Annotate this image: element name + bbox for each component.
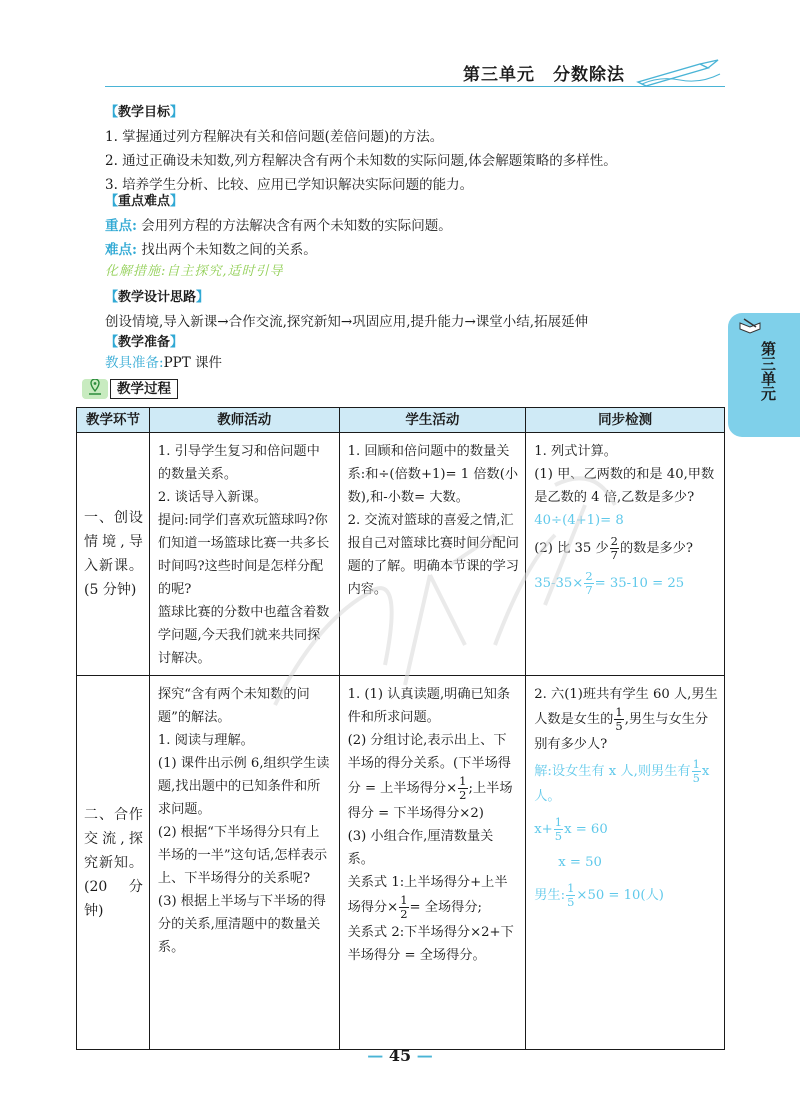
fraction: $\frac{1}{2}$ <box>400 893 408 921</box>
lesson-table <box>76 407 725 1050</box>
col-header-teacher: 教师活动 <box>149 408 339 433</box>
student-line: (2) 分组讨论,表示出上、下半场的得分关系。(下半场得分 = 上半场得分× $\frac{1}{2}$ ;上半场得分 = 下半场得分×2) <box>347 733 513 821</box>
prep-label: 教具准备: <box>105 355 164 371</box>
teacher-line: 篮球比赛的分数中也蕴含着数学问题,今天我们就来共同探讨解决。 <box>157 605 330 666</box>
student-cell <box>339 676 526 1050</box>
process-label <box>82 378 190 400</box>
teacher-line: 1. 阅读与理解。 <box>157 733 254 748</box>
location-pin-icon <box>82 379 108 399</box>
difficulty-text: 找出两个未知数之间的关系。 <box>141 242 317 258</box>
key-points-section <box>105 192 725 282</box>
teacher-cell <box>149 433 339 676</box>
objectives-heading: 【教学目标】 <box>105 105 184 120</box>
objective-item: 3. 培养学生分析、比较、应用已学知识解决实际问题的能力。 <box>105 177 474 193</box>
fraction: $\frac{1}{5}$ <box>692 757 700 785</box>
check-line: (1) 甲、乙两数的和是 40,甲数是乙数的 4 倍,乙数是多少? <box>534 467 715 505</box>
fraction: $\frac{1}{5}$ <box>615 705 623 733</box>
check-answer: 解:设女生有 x 人,则男生有 $\frac{1}{5}$ x 人。 <box>534 757 710 804</box>
page-number: — 45 — <box>367 1046 433 1065</box>
check-answer: x = 50 <box>558 855 602 870</box>
objectives-section <box>105 103 725 195</box>
process-title: 教学过程 <box>110 379 178 399</box>
key-text: 会用列方程的方法解决含有两个未知数的实际问题。 <box>141 218 452 234</box>
teacher-line: 提问:同学们喜欢玩篮球吗?你们知道一场篮球比赛一共多长时间吗?这些时间是怎样分配的呢? <box>157 513 330 597</box>
teacher-line: 1. 引导学生复习和倍问题中的数量关系。 <box>157 444 320 482</box>
student-line: 1. (1) 认真读题,明确已知条件和所求问题。 <box>347 687 511 725</box>
col-header-check: 同步检测 <box>526 408 725 433</box>
design-section <box>105 288 725 332</box>
check-line: (2) 比 35 少 $\frac{2}{7}$ 的数是多少? <box>534 534 693 562</box>
stage-cell: 一、创设情境,导入新课。(5 分钟) <box>77 433 150 676</box>
table-row <box>77 433 725 676</box>
strategy-text: 化解措施:自主探究,适时引导 <box>105 264 284 279</box>
student-line: 1. 回顾和倍问题中的数量关系:和÷(倍数+1)= 1 倍数(小数),和-小数= 大数。 <box>347 444 519 505</box>
pencil-deco-icon <box>630 58 725 88</box>
teacher-line: (2) 根据“下半场得分只有上半场的一半”这句话,怎样表示上、下半场得分的关系呢? <box>157 825 328 886</box>
prep-text: PPT 课件 <box>163 355 223 371</box>
prep-heading: 【教学准备】 <box>105 335 184 350</box>
check-cell <box>526 433 725 676</box>
design-heading: 【教学设计思路】 <box>105 290 210 305</box>
teacher-line: (1) 课件出示例 6,组织学生读题,找出题中的已知条件和所求问题。 <box>157 756 330 817</box>
stage-cell: 二、合作交流,探究新知。(20 分钟) <box>77 676 150 1050</box>
check-line: 1. 列式计算。 <box>534 444 617 459</box>
check-line: 2. 六(1)班共有学生 60 人,男生人数是女生的 $\frac{1}{5}$ ,男生与女生分别有多少人? <box>534 687 718 752</box>
check-answer: 35-35× $\frac{2}{7}$ = 35-10 = 25 <box>534 569 685 597</box>
fraction: $\frac{1}{5}$ <box>567 881 575 909</box>
check-answer: 男生: $\frac{1}{5}$ ×50 = 10(人) <box>534 881 664 909</box>
book-pencil-icon <box>736 315 764 337</box>
key-label: 重点: <box>105 218 137 234</box>
check-answer: x+ $\frac{1}{5}$ x = 60 <box>534 815 608 843</box>
key-points-heading: 【重点难点】 <box>105 194 184 209</box>
unit-title: 第三单元 分数除法 <box>463 65 625 85</box>
table-row <box>77 676 725 1050</box>
key-point-line <box>105 216 725 236</box>
check-answer: 40÷(4+1)= 8 <box>534 513 624 528</box>
page-header <box>105 58 725 88</box>
side-tab-label: 第三单元 <box>759 341 777 401</box>
student-line: 关系式 1:上半场得分+上半场得分× $\frac{1}{2}$ = 全场得分; <box>347 875 508 921</box>
teacher-line: 探究“含有两个未知数的问题”的解法。 <box>157 687 310 725</box>
student-line: (3) 小组合作,厘清数量关系。 <box>347 829 494 867</box>
fraction: $\frac{2}{7}$ <box>610 534 618 562</box>
fraction: $\frac{1}{2}$ <box>459 774 467 802</box>
difficulty-label: 难点: <box>105 242 137 258</box>
student-cell <box>339 433 526 676</box>
difficulty-line <box>105 240 725 260</box>
student-line: 关系式 2:下半场得分×2+下半场得分 = 全场得分。 <box>347 925 514 963</box>
check-cell <box>526 676 725 1050</box>
fraction: $\frac{2}{7}$ <box>585 569 593 597</box>
teacher-cell <box>149 676 339 1050</box>
fraction: $\frac{1}{5}$ <box>554 815 563 843</box>
objective-item: 2. 通过正确设未知数,列方程解决含有两个未知数的实际问题,体会解题策略的多样性。 <box>105 153 617 169</box>
col-header-stage: 教学环节 <box>77 408 150 433</box>
prep-line <box>105 353 725 373</box>
teacher-line: (3) 根据上半场与下半场的得分的关系,厘清题中的数量关系。 <box>157 894 326 955</box>
prep-section <box>105 333 725 373</box>
design-text: 创设情境,导入新课→合作交流,探究新知→巩固应用,提升能力→课堂小结,拓展延伸 <box>105 314 589 330</box>
col-header-student: 学生活动 <box>339 408 526 433</box>
objective-item: 1. 掌握通过列方程解决有关和倍问题(差倍问题)的方法。 <box>105 129 444 145</box>
unit-side-tab <box>728 313 800 437</box>
teacher-line: 2. 谈话导入新课。 <box>157 490 268 505</box>
student-line: 2. 交流对篮球的喜爱之情,汇报自己对篮球比赛时间分配问题的了解。明确本节课的学习内容。 <box>347 513 519 597</box>
table-header-row <box>77 408 725 433</box>
